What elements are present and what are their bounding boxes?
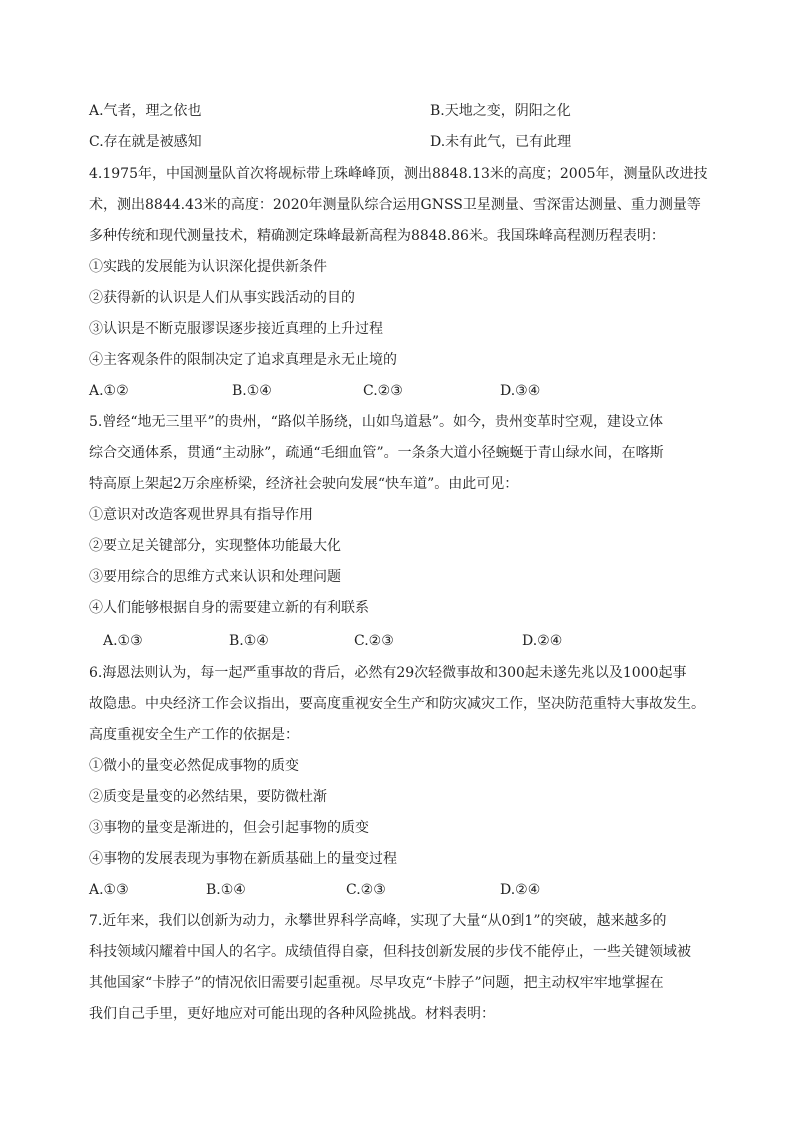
q5-stem-line: 特高原上架起2万余座桥梁，经济社会驶向发展“快车道”。由此可见： xyxy=(89,476,519,492)
q5-stem-line: 综合交通体系，贯通“主动脉”，疏通“毛细血管”。一条条大道小径蜿蜒于青山绿水间，在喀斯 xyxy=(89,445,664,461)
q6-stem-line: 故隐患。中央经济工作会议指出，要高度重视安全生产和防灾减灾工作，坚决防范重特大事故发生。 xyxy=(89,696,705,712)
q3-options-row-1 xyxy=(0,101,794,121)
q6-item: ①微小的量变必然促成事物的质变 xyxy=(89,758,299,774)
q4-item: ③认识是不断克服谬误逐步接近真理的上升过程 xyxy=(89,321,383,337)
q6-item: ③事物的量变是渐进的，但会引起事物的质变 xyxy=(89,820,369,836)
q7-stem-line: 我们自己手里，更好地应对可能出现的各种风险挑战。材料表明： xyxy=(89,1006,495,1022)
q6-option-c: C.②③ xyxy=(346,882,386,898)
q7-stem-line: 7.近年来，我们以创新为动力，永攀世界科学高峰，实现了大量“从0到1”的突破，越来越多的 xyxy=(89,913,667,929)
q4-option-d: D.③④ xyxy=(500,383,541,399)
q6-item: ②质变是量变的必然结果，要防微杜渐 xyxy=(89,789,327,805)
q5-item: ③要用综合的思维方式来认识和处理问题 xyxy=(89,569,341,585)
q6-option-b: B.①④ xyxy=(206,882,246,898)
q3-option-b: B.天地之变，阴阳之化 xyxy=(430,103,571,119)
q6-options-row xyxy=(0,880,794,900)
q5-option-c: C.②③ xyxy=(354,633,394,649)
q5-option-d: D.②④ xyxy=(522,633,563,649)
q5-stem-line: 5.曾经“地无三里平”的贵州，“路似羊肠绕，山如鸟道悬”。如今，贵州变革时空观，建设立体 xyxy=(89,414,663,430)
q4-item: ①实践的发展能为认识深化提供新条件 xyxy=(89,259,327,275)
q7-stem-line: 其他国家“卡脖子”的情况依旧需要引起重视。尽早攻克“卡脖子”问题，把主动权牢牢地掌握在 xyxy=(89,975,664,991)
q3-option-a: A.气者，理之依也 xyxy=(89,103,202,119)
q4-option-b: B.①④ xyxy=(232,383,272,399)
q3-option-d: D.未有此气，已有此理 xyxy=(430,134,572,150)
q5-item: ②要立足关键部分，实现整体功能最大化 xyxy=(89,538,341,554)
q7-stem-line: 科技领域闪耀着中国人的名字。成绩值得自豪，但科技创新发展的步伐不能停止，一些关键领域被 xyxy=(89,944,691,960)
q4-item: ④主客观条件的限制决定了追求真理是永无止境的 xyxy=(89,352,397,368)
q4-option-a: A.①② xyxy=(89,383,129,399)
q5-options-row xyxy=(0,631,794,651)
q4-option-c: C.②③ xyxy=(363,383,403,399)
q6-stem-line: 6.海恩法则认为，每一起严重事故的背后，必然有29次轻微事故和300起未遂先兆以及1000起事 xyxy=(89,665,687,681)
q4-stem-line: 术，测出8844.43米的高度：2020年测量队综合运用GNSS卫星测量、雪深雷达测量、重力测量等 xyxy=(89,197,701,213)
q5-item: ①意识对改造客观世界具有指导作用 xyxy=(89,507,313,523)
q6-item: ④事物的发展表现为事物在新质基础上的量变过程 xyxy=(89,851,397,867)
q5-item: ④人们能够根据自身的需要建立新的有利联系 xyxy=(89,600,369,616)
q4-stem-line: 4.1975年，中国测量队首次将觇标带上珠峰峰顶，测出8848.13米的高度；2005年，测量队改进技 xyxy=(89,166,708,182)
q5-option-b: B.①④ xyxy=(229,633,269,649)
q4-item: ②获得新的认识是人们从事实践活动的目的 xyxy=(89,290,355,306)
q6-option-d: D.②④ xyxy=(500,882,541,898)
q4-options-row xyxy=(0,381,794,401)
q5-option-a: A.①③ xyxy=(103,633,143,649)
q6-stem-line: 高度重视安全生产工作的依据是： xyxy=(89,727,299,743)
q6-option-a: A.①③ xyxy=(89,882,129,898)
q3-option-c: C.存在就是被感知 xyxy=(89,134,202,150)
q3-options-row-2 xyxy=(0,132,794,152)
q4-stem-line: 多种传统和现代测量技术，精确测定珠峰最新高程为8848.86米。我国珠峰高程测历程表明： xyxy=(89,228,665,244)
